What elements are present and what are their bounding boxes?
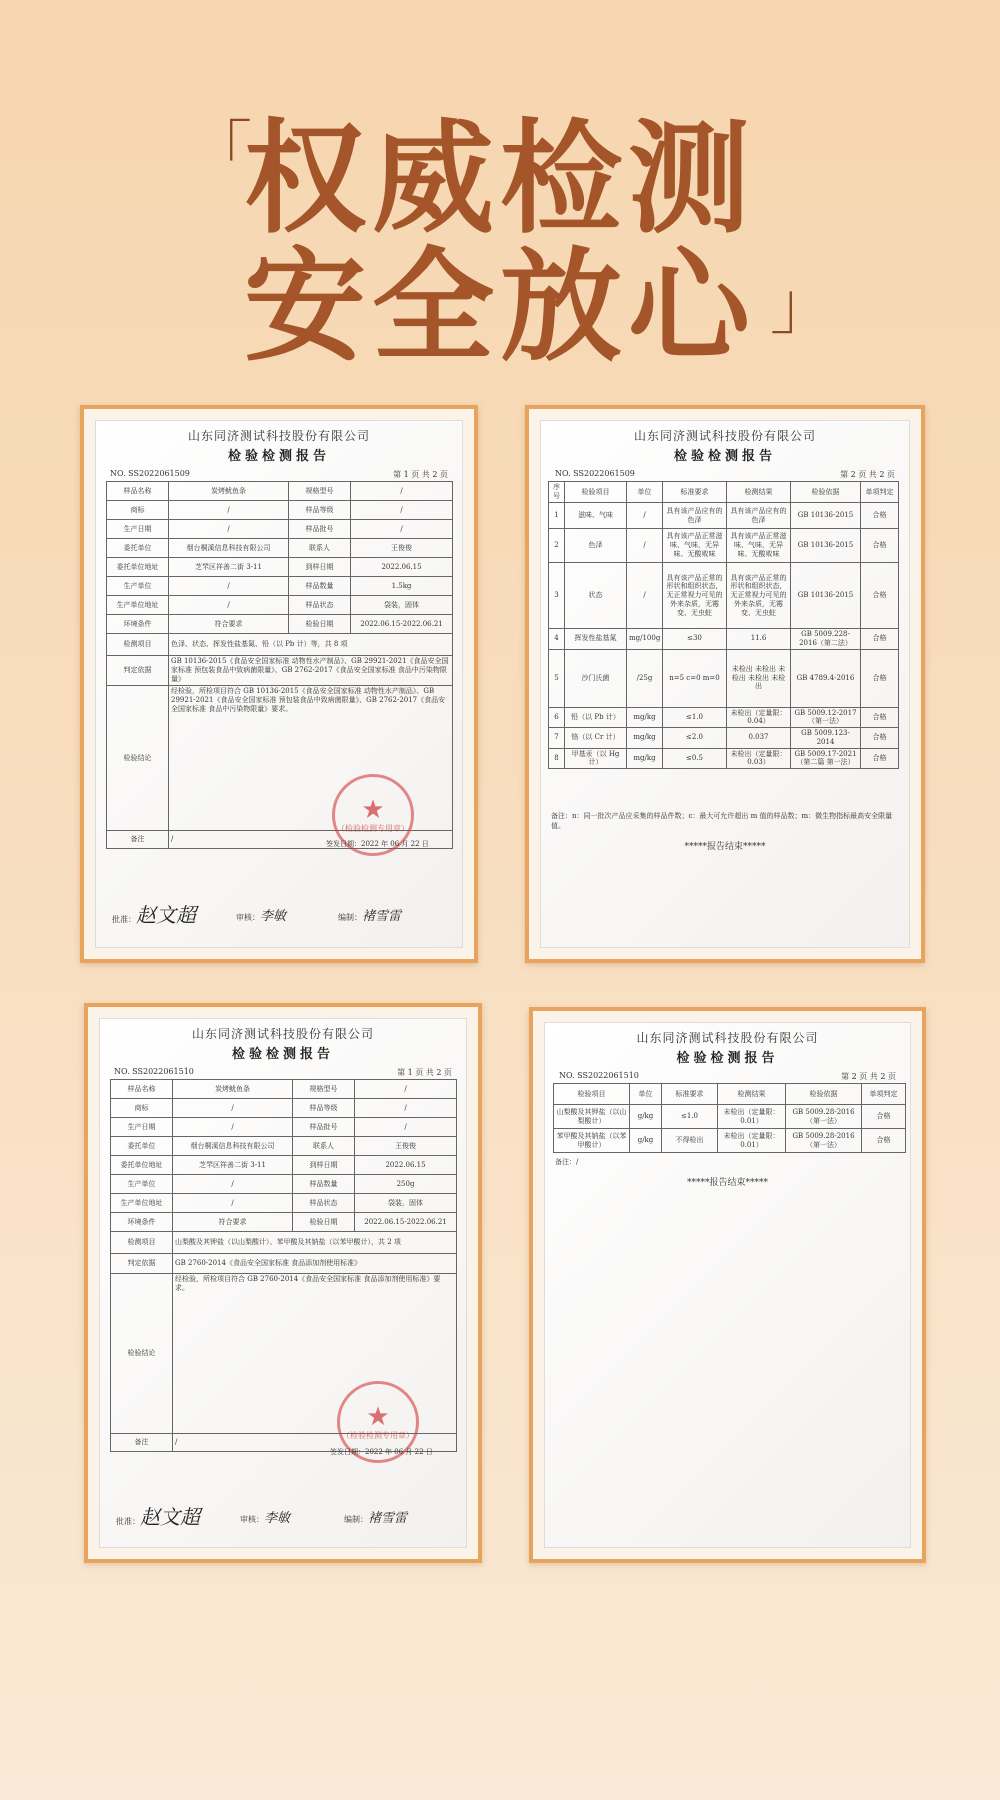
table-row — [554, 1105, 906, 1129]
field-label: 到样日期 — [289, 558, 351, 577]
table-cell: 苯甲酸及其钠盐（以苯甲酸计） — [554, 1129, 630, 1153]
field-label: 样品名称 — [107, 482, 169, 501]
table-cell: 未检出 未检出 未检出 未检出 未检出 — [727, 649, 791, 707]
field-label: 联系人 — [293, 1137, 355, 1156]
sign-date: 签发日期：2022 年 06 月 22 日 — [326, 840, 429, 848]
field-value: / — [351, 520, 453, 539]
hero-headline — [0, 0, 1000, 390]
table-row — [549, 728, 899, 749]
column-header: 检测结果 — [727, 482, 791, 503]
table-row: 判定依据 GB 2760-2014《食品安全国家标准 食品添加剂使用标准》 — [111, 1254, 457, 1274]
table-cell: ≤30 — [663, 629, 727, 650]
table-row — [111, 1194, 457, 1213]
table-cell: 4 — [549, 629, 565, 650]
field-value: 2022.06.15 — [351, 558, 453, 577]
field-label: 商标 — [107, 501, 169, 520]
field-value: / — [173, 1175, 293, 1194]
table-cell: 合格 — [861, 563, 899, 629]
table-row — [111, 1137, 457, 1156]
field-value: 符合要求 — [169, 615, 289, 634]
column-header: 标准要求 — [662, 1084, 718, 1105]
field-label: 委托单位地址 — [107, 558, 169, 577]
table-row — [549, 529, 899, 563]
column-header: 检测结果 — [718, 1084, 786, 1105]
table-cell: 未检出（定量限：0.04） — [727, 707, 791, 728]
table-cell: 7 — [549, 728, 565, 749]
table-cell: / — [627, 503, 663, 529]
table-row — [107, 539, 453, 558]
review-signature: 审核：李敏 — [240, 1511, 291, 1526]
table-cell: 具有该产品正常滋味、气味，无异味、无酸败味 — [727, 529, 791, 563]
table-cell: GB 5009.28-2016（第一法） — [786, 1129, 862, 1153]
report-card-1 — [80, 405, 478, 963]
table-row — [549, 649, 899, 707]
table-row — [549, 707, 899, 728]
table-row — [549, 748, 899, 769]
table-cell: 合格 — [862, 1129, 906, 1153]
table-header-row — [554, 1084, 906, 1105]
close-bracket: 」 — [770, 270, 834, 344]
field-value: 2022.06.15-2022.06.21 — [351, 615, 453, 634]
table-row — [549, 629, 899, 650]
approve-signature: 批准：赵文超 — [112, 903, 196, 927]
prepare-signature: 编制：褚雪雷 — [344, 1511, 408, 1526]
table-row — [111, 1175, 457, 1194]
report-sheet — [544, 1022, 911, 1548]
column-header: 检验依据 — [786, 1084, 862, 1105]
field-value: / — [173, 1118, 293, 1137]
table-cell: ≤1.0 — [663, 707, 727, 728]
table-cell: GB 5009.228-2016（第二法） — [791, 629, 861, 650]
report-card-4 — [529, 1007, 926, 1563]
table-cell: GB 10136-2015 — [791, 503, 861, 529]
headline-line2: 安全放心 — [244, 236, 756, 378]
table-cell: 甲基汞（以 Hg 计） — [565, 748, 627, 769]
field-value: 2022.06.15-2022.06.21 — [355, 1213, 457, 1232]
report-sheet — [540, 420, 910, 948]
table-row: 检测项目 山梨酸及其钾盐（以山梨酸计）、苯甲酸及其钠盐（以苯甲酸计），共 2 项 — [111, 1232, 457, 1254]
table-cell: mg/kg — [627, 728, 663, 749]
table-cell: ≤0.5 — [663, 748, 727, 769]
table-cell: / — [627, 529, 663, 563]
prepare-signature: 编制：褚雪雷 — [338, 909, 402, 924]
table-cell: GB 5009.123-2014 — [791, 728, 861, 749]
column-header: 序号 — [549, 482, 565, 503]
field-label: 到样日期 — [293, 1156, 355, 1175]
note-text: 备注：n：同一批次产品应采集的样品件数；c：最大可允许超出 m 值的样品数；m：微生物指标最高安全限量值。 — [551, 812, 893, 830]
table-row — [107, 615, 453, 634]
table-cell: 3 — [549, 563, 565, 629]
table-row: 检验结论 经检验，所检项目符合 GB 10136-2015《食品安全国家标准 动物性水产制品》、GB 29921-2021《食品安全国家标准 预包装食品中致病菌限量》、GB 2762-2017《食品安全国家标准 食品中污染物限量》要求。 — [107, 686, 453, 831]
field-label: 样品批号 — [293, 1118, 355, 1137]
column-header: 检验项目 — [554, 1084, 630, 1105]
table-cell: 具有该产品应有的色泽 — [663, 503, 727, 529]
table-cell: 铬（以 Cr 计） — [565, 728, 627, 749]
table-cell: 0.037 — [727, 728, 791, 749]
field-value: / — [173, 1099, 293, 1118]
field-value: / — [355, 1118, 457, 1137]
report-title: 检验检测报告 — [231, 1047, 334, 1062]
field-value: 王俊俊 — [351, 539, 453, 558]
table-row — [111, 1099, 457, 1118]
table-row — [107, 558, 453, 577]
table-cell: mg/kg — [627, 707, 663, 728]
report-end: *****报告结束***** — [686, 1178, 768, 1188]
table-cell: GB 5009.17-2021（第二篇 第一法） — [791, 748, 861, 769]
field-value: 芝罘区祥善二街 3-11 — [173, 1156, 293, 1175]
field-value: 芝罘区祥善二街 3-11 — [169, 558, 289, 577]
field-label: 规格型号 — [293, 1080, 355, 1099]
report-title: 检验检测报告 — [676, 1051, 779, 1066]
table-cell: /25g — [627, 649, 663, 707]
table-row — [107, 520, 453, 539]
field-label: 生产单位 — [111, 1175, 173, 1194]
field-value: / — [351, 501, 453, 520]
field-label: 样品等级 — [293, 1099, 355, 1118]
table-cell: 合格 — [861, 629, 899, 650]
table-cell: 未检出（定量限：0.03） — [727, 748, 791, 769]
table-cell: 11.6 — [727, 629, 791, 650]
report-sheet — [99, 1018, 467, 1548]
report-number: NO. SS2022061509 — [555, 469, 635, 478]
table-cell: 具有该产品正常滋味、气味，无异味、无酸败味 — [663, 529, 727, 563]
field-label: 委托单位 — [107, 539, 169, 558]
test-results-table — [548, 481, 899, 769]
report-card-3 — [84, 1003, 482, 1563]
table-cell: 未检出（定量限：0.01） — [718, 1105, 786, 1129]
table-cell: 色泽 — [565, 529, 627, 563]
field-label: 联系人 — [289, 539, 351, 558]
note-text: 备注：/ — [555, 1158, 579, 1166]
field-value: / — [169, 577, 289, 596]
company-name: 山东同济测试科技股份有限公司 — [636, 1031, 819, 1045]
table-cell: GB 4789.4-2016 — [791, 649, 861, 707]
table-cell: mg/100g — [627, 629, 663, 650]
table-cell: 具有该产品应有的色泽 — [727, 503, 791, 529]
table-cell: / — [627, 563, 663, 629]
table-cell: 铅（以 Pb 计） — [565, 707, 627, 728]
company-name: 山东同济测试科技股份有限公司 — [633, 429, 816, 443]
field-value: / — [169, 501, 289, 520]
table-cell: 1 — [549, 503, 565, 529]
report-sheet — [95, 420, 463, 948]
page-indicator: 第 1 页 共 2 页 — [397, 1068, 452, 1077]
table-cell: 不得检出 — [662, 1129, 718, 1153]
field-value: 王俊俊 — [355, 1137, 457, 1156]
field-label: 生产单位 — [107, 577, 169, 596]
table-header-row — [549, 482, 899, 503]
field-label: 检验日期 — [293, 1213, 355, 1232]
column-header: 标准要求 — [663, 482, 727, 503]
field-value: 符合要求 — [173, 1213, 293, 1232]
field-label: 样品等级 — [289, 501, 351, 520]
field-label: 样品状态 — [293, 1194, 355, 1213]
table-cell: g/kg — [630, 1129, 662, 1153]
table-row — [107, 501, 453, 520]
table-cell: 合格 — [861, 503, 899, 529]
page-indicator: 第 1 页 共 2 页 — [393, 470, 448, 479]
table-cell: 合格 — [861, 748, 899, 769]
approve-signature: 批准：赵文超 — [116, 1505, 200, 1529]
field-value: / — [355, 1099, 457, 1118]
official-seal: ★ （检验检测专用章） — [337, 1381, 419, 1463]
field-label: 检验日期 — [289, 615, 351, 634]
field-value: 袋装，固体 — [351, 596, 453, 615]
field-label: 生产日期 — [107, 520, 169, 539]
report-number: NO. SS2022061510 — [559, 1071, 639, 1080]
table-row: 备注 / — [107, 831, 453, 849]
table-cell: ≤2.0 — [663, 728, 727, 749]
table-cell: GB 5009.28-2016（第一法） — [786, 1105, 862, 1129]
field-label: 样品名称 — [111, 1080, 173, 1099]
field-label: 样品批号 — [289, 520, 351, 539]
field-value: / — [169, 520, 289, 539]
table-cell: 合格 — [862, 1105, 906, 1129]
table-cell: 沙门氏菌 — [565, 649, 627, 707]
table-cell: 6 — [549, 707, 565, 728]
table-row — [549, 563, 899, 629]
field-label: 委托单位地址 — [111, 1156, 173, 1175]
page-indicator: 第 2 页 共 2 页 — [840, 470, 895, 479]
table-cell: 5 — [549, 649, 565, 707]
table-cell: 状态 — [565, 563, 627, 629]
table-row — [111, 1080, 457, 1099]
table-row: 检测项目 色泽、状态、挥发性盐基氮、铅（以 Pb 计）等，共 8 项 — [107, 634, 453, 656]
table-cell: GB 5009.12-2017（第一法） — [791, 707, 861, 728]
report-title: 检验检测报告 — [227, 449, 330, 464]
table-cell: 合格 — [861, 649, 899, 707]
field-label: 生产单位地址 — [111, 1194, 173, 1213]
field-label: 生产单位地址 — [107, 596, 169, 615]
field-value: 炭烤鱿鱼条 — [169, 482, 289, 501]
table-cell: 具有该产品正常的形状和组织状态，无正常视力可见的外来杂质，无霉变、无虫蛀 — [727, 563, 791, 629]
field-value: 炭烤鱿鱼条 — [173, 1080, 293, 1099]
field-value: / — [173, 1194, 293, 1213]
table-cell: 合格 — [861, 529, 899, 563]
table-cell: 山梨酸及其钾盐（以山梨酸计） — [554, 1105, 630, 1129]
field-value: 250g — [355, 1175, 457, 1194]
table-cell: GB 10136-2015 — [791, 529, 861, 563]
field-label: 环境条件 — [111, 1213, 173, 1232]
field-label: 样品状态 — [289, 596, 351, 615]
table-cell: 合格 — [861, 728, 899, 749]
seal-star-icon: ★ — [366, 1401, 390, 1432]
table-cell: 8 — [549, 748, 565, 769]
table-cell: mg/kg — [627, 748, 663, 769]
report-title: 检验检测报告 — [673, 449, 776, 464]
table-row — [549, 503, 899, 529]
table-cell: ≤1.0 — [662, 1105, 718, 1129]
company-name: 山东同济测试科技股份有限公司 — [191, 1027, 374, 1041]
table-row: 备注 / — [111, 1434, 457, 1452]
table-cell: 合格 — [861, 707, 899, 728]
open-bracket: 「 — [188, 115, 252, 189]
column-header: 检验依据 — [791, 482, 861, 503]
field-value: / — [169, 596, 289, 615]
table-cell: 2 — [549, 529, 565, 563]
table-cell: n=5 c=0 m=0 — [663, 649, 727, 707]
field-label: 样品数量 — [289, 577, 351, 596]
table-cell: 挥发性盐基氮 — [565, 629, 627, 650]
field-value: 烟台桐溪信息科技有限公司 — [173, 1137, 293, 1156]
table-cell: 滋味、气味 — [565, 503, 627, 529]
table-row — [111, 1213, 457, 1232]
table-row — [107, 596, 453, 615]
table-cell: GB 10136-2015 — [791, 563, 861, 629]
field-label: 规格型号 — [289, 482, 351, 501]
column-header: 单位 — [630, 1084, 662, 1105]
table-cell: 未检出（定量限：0.01） — [718, 1129, 786, 1153]
field-label: 生产日期 — [111, 1118, 173, 1137]
test-results-table — [553, 1083, 906, 1153]
table-row — [107, 482, 453, 501]
table-row: 检验结论 经检验，所检项目符合 GB 2760-2014《食品安全国家标准 食品添加剂使用标准》要求。 — [111, 1274, 457, 1434]
field-value: 2022.06.15 — [355, 1156, 457, 1175]
column-header: 单位 — [627, 482, 663, 503]
column-header: 单项判定 — [861, 482, 899, 503]
table-row: 判定依据 GB 10136-2015《食品安全国家标准 动物性水产制品》、GB 29921-2021《食品安全国家标准 预包装食品中致病菌限量》、GB 2762-2017《食品安全国家标准 食品中污染物限量》 — [107, 656, 453, 686]
column-header: 检验项目 — [565, 482, 627, 503]
table-row — [111, 1118, 457, 1137]
field-label: 环境条件 — [107, 615, 169, 634]
headline-line1: 权威检测 — [244, 108, 756, 250]
field-label: 委托单位 — [111, 1137, 173, 1156]
report-card-2 — [525, 405, 925, 963]
field-value: 袋装，固体 — [355, 1194, 457, 1213]
page-indicator: 第 2 页 共 2 页 — [841, 1072, 896, 1081]
table-row — [554, 1129, 906, 1153]
official-seal: ★ （检验检测专用章） — [332, 774, 414, 856]
column-header: 单项判定 — [862, 1084, 906, 1105]
sign-date: 签发日期：2022 年 06 月 22 日 — [330, 1448, 433, 1456]
review-signature: 审核：李敏 — [236, 909, 287, 924]
table-row — [111, 1156, 457, 1175]
field-label: 商标 — [111, 1099, 173, 1118]
table-row — [107, 577, 453, 596]
report-number: NO. SS2022061510 — [114, 1067, 194, 1076]
field-label: 样品数量 — [293, 1175, 355, 1194]
field-value: 烟台桐溪信息科技有限公司 — [169, 539, 289, 558]
company-name: 山东同济测试科技股份有限公司 — [187, 429, 370, 443]
field-value: 1.5kg — [351, 577, 453, 596]
table-cell: 具有该产品正常的形状和组织状态，无正常视力可见的外来杂质，无霉变、无虫蛀 — [663, 563, 727, 629]
report-number: NO. SS2022061509 — [110, 469, 190, 478]
table-cell: g/kg — [630, 1105, 662, 1129]
report-end: *****报告结束***** — [684, 842, 766, 852]
field-value: / — [355, 1080, 457, 1099]
field-value: / — [351, 482, 453, 501]
seal-star-icon: ★ — [361, 794, 385, 825]
